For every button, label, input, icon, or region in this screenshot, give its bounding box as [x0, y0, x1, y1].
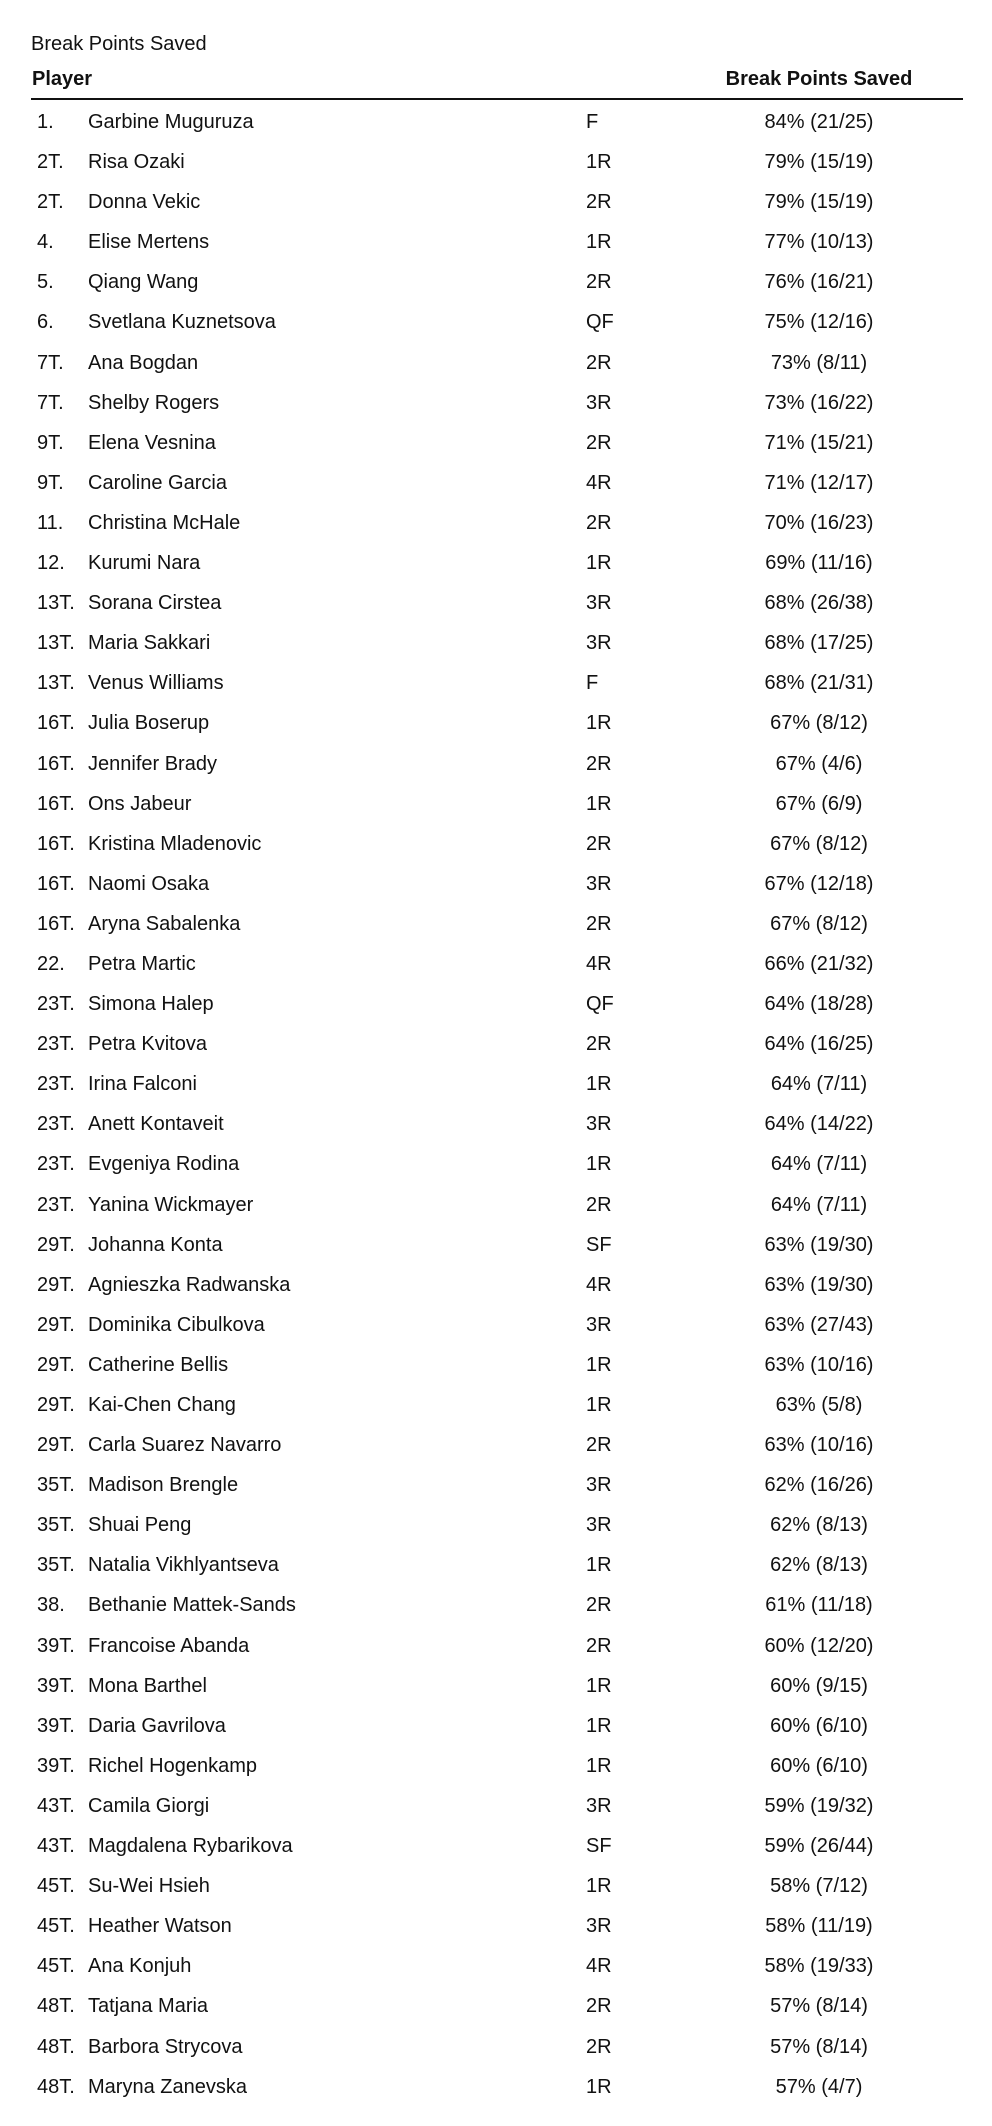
rank-cell: 29T.	[37, 1434, 75, 1457]
break-points-saved-cell: 60% (6/10)	[770, 1714, 868, 1737]
player-name-cell: Svetlana Kuznetsova	[88, 311, 276, 334]
player-name-cell: Maryna Zanevska	[88, 2075, 247, 2098]
round-cell: 2R	[586, 431, 612, 454]
round-cell: 2R	[586, 271, 612, 294]
rank-cell: 39T.	[37, 1714, 75, 1737]
rank-cell: 13T.	[37, 592, 75, 615]
round-cell: 1R	[586, 1353, 612, 1376]
player-name-cell: Garbine Muguruza	[88, 111, 254, 133]
round-cell: 3R	[586, 1313, 612, 1336]
player-name-cell: Qiang Wang	[88, 271, 199, 294]
table-row	[0, 222, 992, 262]
round-cell: 1R	[586, 552, 612, 575]
rank-cell: 5.	[37, 271, 54, 294]
table-row	[0, 302, 992, 342]
rank-cell: 16T.	[37, 872, 75, 895]
table-row	[0, 583, 992, 623]
table-row	[0, 623, 992, 663]
rank-cell: 29T.	[37, 1353, 75, 1376]
table-row	[0, 1706, 992, 1746]
round-cell: 4R	[586, 1273, 612, 1296]
rank-cell: 16T.	[37, 832, 75, 855]
break-points-saved-cell: 63% (5/8)	[775, 1394, 863, 1416]
rank-cell: 45T.	[37, 1955, 75, 1978]
rank-cell: 23T.	[37, 1113, 75, 1136]
round-cell: 3R	[586, 1474, 612, 1497]
break-points-saved-cell: 64% (7/11)	[770, 1153, 868, 1176]
round-cell: 2R	[586, 912, 612, 935]
rank-cell: 22.	[37, 952, 65, 975]
round-cell: 3R	[586, 872, 612, 895]
round-cell: 1R	[586, 231, 612, 254]
rank-cell: 38.	[37, 1594, 65, 1617]
rank-cell: 7T.	[37, 351, 64, 374]
player-name-cell: Petra Kvitova	[88, 1033, 207, 1056]
table-row	[0, 663, 992, 703]
player-name-cell: Carla Suarez Navarro	[88, 1434, 282, 1457]
table-row	[0, 2027, 992, 2067]
rank-cell: 12.	[37, 552, 65, 575]
player-name-cell: Shuai Peng	[88, 1514, 192, 1537]
player-name-cell: Catherine Bellis	[88, 1353, 229, 1376]
round-cell: 1R	[586, 1554, 612, 1577]
break-points-saved-cell: 58% (11/19)	[765, 1915, 873, 1938]
rank-cell: 16T.	[37, 792, 75, 815]
break-points-saved-cell: 57% (8/14)	[770, 2035, 868, 2058]
table-row	[0, 1385, 992, 1425]
break-points-saved-cell: 73% (8/11)	[770, 351, 868, 374]
player-name-cell: Julia Boserup	[88, 712, 210, 735]
table-row	[0, 1786, 992, 1826]
rank-cell: 43T.	[37, 1794, 75, 1817]
break-points-saved-cell: 57% (8/14)	[770, 1995, 868, 2018]
player-name-cell: Natalia Vikhlyantseva	[88, 1554, 279, 1577]
break-points-saved-cell: 60% (6/10)	[770, 1754, 868, 1777]
rank-cell: 35T.	[37, 1474, 75, 1497]
rank-cell: 29T.	[37, 1233, 75, 1256]
round-cell: 1R	[586, 1153, 612, 1176]
round-cell: 3R	[586, 1794, 612, 1817]
round-cell: 3R	[586, 1113, 612, 1136]
break-points-saved-cell: 67% (8/12)	[770, 912, 868, 935]
player-name-cell: Aryna Sabalenka	[88, 912, 241, 935]
table-row	[0, 102, 992, 142]
break-points-saved-cell: 57% (4/7)	[775, 2075, 863, 2098]
break-points-saved-cell: 71% (15/21)	[764, 431, 874, 454]
rank-cell: 13T.	[37, 632, 75, 655]
player-name-cell: Barbora Strycova	[88, 2035, 243, 2058]
rank-cell: 23T.	[37, 1073, 75, 1096]
table-row	[0, 1305, 992, 1345]
table-row	[0, 1866, 992, 1906]
player-name-cell: Donna Vekic	[88, 191, 201, 214]
table-row	[0, 503, 992, 543]
table-row	[0, 1024, 992, 1064]
round-cell: QF	[586, 311, 614, 334]
break-points-saved-cell: 63% (10/16)	[764, 1353, 874, 1376]
rank-cell: 29T.	[37, 1394, 75, 1416]
player-name-cell: Naomi Osaka	[88, 872, 210, 895]
break-points-saved-cell: 66% (21/32)	[764, 952, 874, 975]
player-name-cell: Madison Brengle	[88, 1474, 239, 1497]
player-name-cell: Maria Sakkari	[88, 632, 211, 655]
table-row	[0, 1265, 992, 1305]
player-name-cell: Ana Bogdan	[88, 351, 199, 374]
table-row	[0, 1225, 992, 1265]
break-points-saved-cell: 68% (26/38)	[764, 592, 874, 615]
player-name-cell: Sorana Cirstea	[88, 592, 222, 615]
round-cell: 2R	[586, 1594, 612, 1617]
player-name-cell: Jennifer Brady	[88, 752, 217, 775]
table-header	[31, 64, 963, 100]
break-points-saved-cell: 62% (16/26)	[764, 1474, 874, 1497]
player-name-cell: Elena Vesnina	[88, 431, 216, 454]
break-points-saved-cell: 70% (16/23)	[764, 511, 874, 534]
rank-cell: 23T.	[37, 993, 75, 1016]
player-name-cell: Ons Jabeur	[88, 792, 192, 815]
table-row	[0, 1104, 992, 1144]
round-cell: 2R	[586, 832, 612, 855]
player-name-cell: Christina McHale	[88, 511, 241, 534]
break-points-saved-cell: 60% (9/15)	[770, 1674, 868, 1697]
round-cell: 4R	[586, 1955, 612, 1978]
break-points-saved-cell: 68% (17/25)	[764, 632, 874, 655]
break-points-saved-cell: 64% (14/22)	[764, 1113, 874, 1136]
table-row	[0, 1906, 992, 1946]
round-cell: 3R	[586, 632, 612, 655]
table-row	[0, 1144, 992, 1184]
player-name-cell: Agnieszka Radwanska	[88, 1273, 291, 1296]
rank-cell: 39T.	[37, 1674, 75, 1697]
rank-cell: 16T.	[37, 752, 75, 775]
round-cell: 1R	[586, 792, 612, 815]
table-row	[0, 1345, 992, 1385]
round-cell: 3R	[586, 391, 612, 414]
table-row	[0, 423, 992, 463]
round-cell: 1R	[586, 1674, 612, 1697]
break-points-saved-cell: 67% (8/12)	[770, 712, 868, 735]
rank-cell: 16T.	[37, 912, 75, 935]
rank-cell: 29T.	[37, 1313, 75, 1336]
rank-cell: 16T.	[37, 712, 75, 735]
round-cell: 1R	[586, 1073, 612, 1096]
player-name-cell: Anett Kontaveit	[88, 1113, 224, 1136]
player-name-cell: Daria Gavrilova	[88, 1714, 226, 1737]
round-cell: 1R	[586, 1754, 612, 1777]
player-name-cell: Magdalena Rybarikova	[88, 1835, 293, 1858]
rank-cell: 23T.	[37, 1033, 75, 1056]
round-cell: F	[586, 111, 599, 133]
round-cell: 2R	[586, 1995, 612, 2018]
table-row	[0, 343, 992, 383]
break-points-saved-cell: 63% (19/30)	[764, 1233, 874, 1256]
break-points-saved-cell: 67% (8/12)	[770, 832, 868, 855]
player-name-cell: Camila Giorgi	[88, 1794, 210, 1817]
round-cell: SF	[586, 1233, 612, 1256]
player-name-cell: Kristina Mladenovic	[88, 832, 262, 855]
round-cell: 2R	[586, 2035, 612, 2058]
player-name-cell: Shelby Rogers	[88, 391, 220, 414]
break-points-saved-cell: 64% (16/25)	[764, 1033, 874, 1056]
round-cell: 4R	[586, 471, 612, 494]
table-row	[0, 1826, 992, 1866]
table-row	[0, 904, 992, 944]
round-cell: 1R	[586, 1394, 612, 1416]
round-cell: 2R	[586, 511, 612, 534]
table-row	[0, 1425, 992, 1465]
round-cell: QF	[586, 993, 614, 1016]
player-name-cell: Heather Watson	[88, 1915, 232, 1938]
break-points-saved-cell: 77% (10/13)	[764, 231, 874, 254]
break-points-saved-cell: 71% (12/17)	[764, 471, 874, 494]
rank-cell: 23T.	[37, 1193, 75, 1216]
break-points-saved-cell: 69% (11/16)	[765, 552, 873, 575]
rank-cell: 39T.	[37, 1634, 75, 1657]
player-name-cell: Bethanie Mattek-Sands	[88, 1594, 296, 1617]
break-points-saved-cell: 67% (12/18)	[764, 872, 874, 895]
break-points-saved-cell: 59% (26/44)	[764, 1835, 874, 1858]
round-cell: 3R	[586, 1915, 612, 1938]
player-name-cell: Elise Mertens	[88, 231, 210, 254]
rank-cell: 2T.	[37, 151, 64, 174]
rank-cell: 7T.	[37, 391, 64, 414]
rank-cell: 35T.	[37, 1554, 75, 1577]
rank-cell: 43T.	[37, 1835, 75, 1858]
table-row	[0, 824, 992, 864]
round-cell: 2R	[586, 191, 612, 214]
break-points-saved-cell: 62% (8/13)	[770, 1554, 868, 1577]
player-name-cell: Caroline Garcia	[88, 471, 227, 494]
break-points-saved-cell: 64% (7/11)	[770, 1193, 868, 1216]
player-name-cell: Kai-Chen Chang	[88, 1394, 236, 1416]
round-cell: 1R	[586, 712, 612, 735]
break-points-saved-cell: 75% (12/16)	[764, 311, 874, 334]
player-name-cell: Yanina Wickmayer	[88, 1193, 254, 1216]
player-name-cell: Ana Konjuh	[88, 1955, 192, 1978]
break-points-saved-cell: 61% (11/18)	[765, 1594, 873, 1617]
break-points-saved-cell: 67% (4/6)	[775, 752, 863, 775]
round-cell: 3R	[586, 1514, 612, 1537]
round-cell: 1R	[586, 1714, 612, 1737]
break-points-saved-cell: 63% (19/30)	[764, 1273, 874, 1296]
break-points-saved-column-header: Break Points Saved	[725, 68, 913, 90]
player-name-cell: Evgeniya Rodina	[88, 1153, 240, 1176]
rank-cell: 29T.	[37, 1273, 75, 1296]
table-row	[0, 1465, 992, 1505]
rank-cell: 9T.	[37, 471, 64, 494]
rank-cell: 45T.	[37, 1875, 75, 1898]
table-row	[0, 2067, 992, 2107]
table-row	[0, 1746, 992, 1786]
player-name-cell: Francoise Abanda	[88, 1634, 250, 1657]
table-row	[0, 1505, 992, 1545]
table-row	[0, 1545, 992, 1585]
rank-cell: 4.	[37, 231, 54, 254]
player-name-cell: Mona Barthel	[88, 1674, 207, 1697]
round-cell: 2R	[586, 1634, 612, 1657]
player-name-cell: Kurumi Nara	[88, 552, 201, 575]
round-cell: F	[586, 672, 599, 695]
player-name-cell: Johanna Konta	[88, 1233, 223, 1256]
table-row	[0, 784, 992, 824]
break-points-saved-cell: 58% (19/33)	[764, 1955, 874, 1978]
table-row	[0, 1626, 992, 1666]
table-row	[0, 262, 992, 302]
round-cell: 4R	[586, 952, 612, 975]
player-name-cell: Irina Falconi	[88, 1073, 197, 1096]
rank-cell: 6.	[37, 311, 54, 334]
break-points-saved-cell: 79% (15/19)	[764, 151, 874, 174]
player-name-cell: Tatjana Maria	[88, 1995, 209, 2018]
player-name-cell: Risa Ozaki	[88, 151, 185, 174]
table-row	[0, 1585, 992, 1625]
player-name-cell: Dominika Cibulkova	[88, 1313, 265, 1336]
player-name-cell: Venus Williams	[88, 672, 224, 695]
rank-cell: 11.	[37, 511, 64, 534]
rank-cell: 48T.	[37, 2035, 75, 2058]
player-name-cell: Richel Hogenkamp	[88, 1754, 257, 1777]
break-points-saved-cell: 76% (16/21)	[764, 271, 874, 294]
break-points-saved-cell: 64% (7/11)	[770, 1073, 868, 1096]
break-points-saved-cell: 79% (15/19)	[764, 191, 874, 214]
round-cell: 3R	[586, 592, 612, 615]
round-cell: 2R	[586, 1434, 612, 1457]
break-points-saved-cell: 64% (18/28)	[764, 993, 874, 1016]
table-row	[0, 744, 992, 784]
rank-cell: 35T.	[37, 1514, 75, 1537]
table-row	[0, 1185, 992, 1225]
round-cell: 2R	[586, 351, 612, 374]
rank-cell: 48T.	[37, 1995, 75, 2018]
break-points-saved-cell: 62% (8/13)	[770, 1514, 868, 1537]
break-points-saved-cell: 73% (16/22)	[764, 391, 874, 414]
break-points-saved-cell: 84% (21/25)	[764, 111, 874, 133]
break-points-saved-cell: 58% (7/12)	[770, 1875, 868, 1898]
round-cell: 1R	[586, 2075, 612, 2098]
table-body	[0, 102, 992, 2107]
rank-cell: 9T.	[37, 431, 64, 454]
round-cell: 1R	[586, 151, 612, 174]
table-row	[0, 182, 992, 222]
break-points-saved-cell: 63% (10/16)	[764, 1434, 874, 1457]
table-row	[0, 984, 992, 1024]
table-row	[0, 463, 992, 503]
rank-cell: 45T.	[37, 1915, 75, 1938]
table-row	[0, 864, 992, 904]
round-cell: 2R	[586, 1033, 612, 1056]
page-title: Break Points Saved	[31, 33, 207, 55]
break-points-saved-cell: 63% (27/43)	[764, 1313, 874, 1336]
rank-cell: 23T.	[37, 1153, 75, 1176]
round-cell: 1R	[586, 1875, 612, 1898]
rank-cell: 1.	[37, 111, 54, 133]
rank-cell: 13T.	[37, 672, 75, 695]
rank-cell: 39T.	[37, 1754, 75, 1777]
table-row	[0, 1064, 992, 1104]
break-points-saved-cell: 59% (19/32)	[764, 1794, 874, 1817]
player-column-header: Player	[32, 68, 93, 90]
player-name-cell: Simona Halep	[88, 993, 214, 1016]
break-points-saved-cell: 60% (12/20)	[764, 1634, 874, 1657]
round-cell: 2R	[586, 1193, 612, 1216]
break-points-saved-cell: 67% (6/9)	[775, 792, 863, 815]
round-cell: SF	[586, 1835, 612, 1858]
table-row	[0, 1986, 992, 2026]
player-name-cell: Petra Martic	[88, 952, 196, 975]
table-row	[0, 703, 992, 743]
table-row	[0, 944, 992, 984]
break-points-saved-cell: 68% (21/31)	[764, 672, 874, 695]
player-name-cell: Su-Wei Hsieh	[88, 1875, 210, 1898]
table-row	[0, 1666, 992, 1706]
table-row	[0, 543, 992, 583]
table-row	[0, 142, 992, 182]
table-row	[0, 1946, 992, 1986]
rank-cell: 2T.	[37, 191, 64, 214]
table-row	[0, 383, 992, 423]
round-cell: 2R	[586, 752, 612, 775]
rank-cell: 48T.	[37, 2075, 75, 2098]
